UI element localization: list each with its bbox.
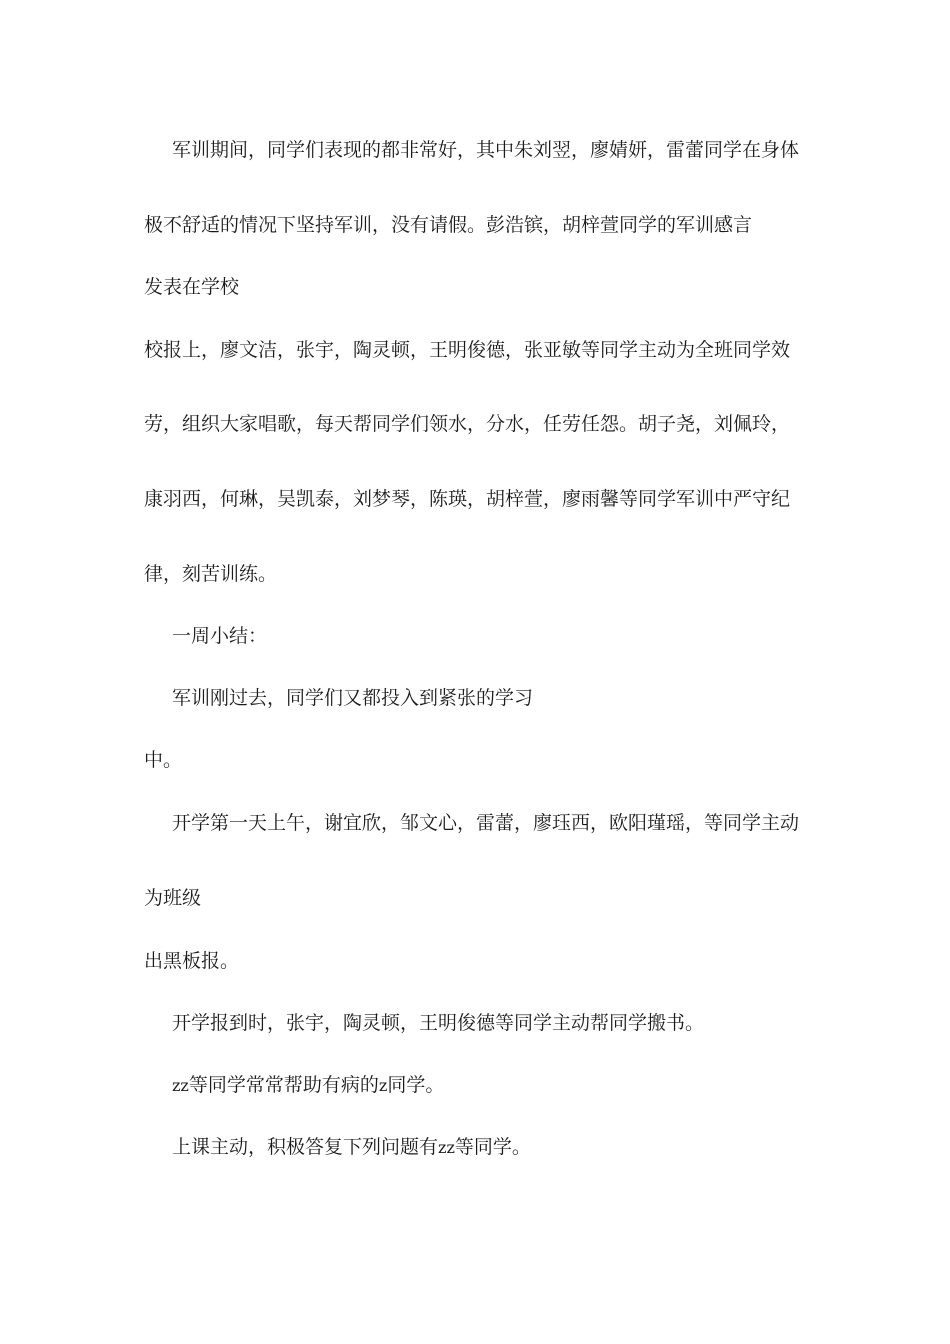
line-text: 等同学。 [454,1136,531,1158]
line-text: 上课主动，积极答复下列问题有 [172,1136,439,1158]
paragraph-line: 校报上，廖文洁，张宇，陶灵顿，王明俊德，张亚敏等同学主动为全班同学效 [144,339,791,361]
paragraph-line: 开学第一天上午，谢宜欣，邹文心，雷蕾，廖珏西，欧阳瑾瑶，等同学主动 [172,812,800,834]
paragraph-line: 军训刚过去，同学们又都投入到紧张的学习 [172,687,534,709]
line-text: 同学。 [387,1074,445,1096]
paragraph-line: 开学报到时，张宇，陶灵顿，王明俊德等同学主动帮同学搬书。 [172,1012,705,1034]
paragraph-line: 律，刻苦训练。 [144,563,278,585]
paragraph-line: 康羽西，何琳，吴凯泰，刘梦琴，陈瑛，胡梓萱，廖雨馨等同学军训中严守纪 [144,488,791,510]
paragraph-line [172,1134,531,1161]
paragraph-line: 极不舒适的情况下坚持军训，没有请假。彭浩镔，胡梓萱同学的军训感言 [144,214,753,236]
section-heading: 一周小结： [172,625,268,647]
placeholder-names: zz [438,1138,455,1157]
placeholder-names: zz [172,1076,189,1095]
paragraph-line: 发表在学校 [144,276,240,298]
placeholder-student: z [378,1076,388,1095]
paragraph-line: 劳，组织大家唱歌，每天帮同学们领水，分水，任劳任怨。胡子尧，刘佩玲， [144,413,791,435]
paragraph-line: 军训期间，同学们表现的都非常好，其中朱刘翌，廖婧妍，雷蕾同学在身体 [172,139,800,161]
paragraph-line: 为班级 [144,887,202,909]
paragraph-line: 出黑板报。 [144,950,240,972]
line-text: 等同学常常帮助有病的 [188,1074,379,1096]
paragraph-line [172,1072,444,1099]
paragraph-line: 中。 [144,749,183,771]
